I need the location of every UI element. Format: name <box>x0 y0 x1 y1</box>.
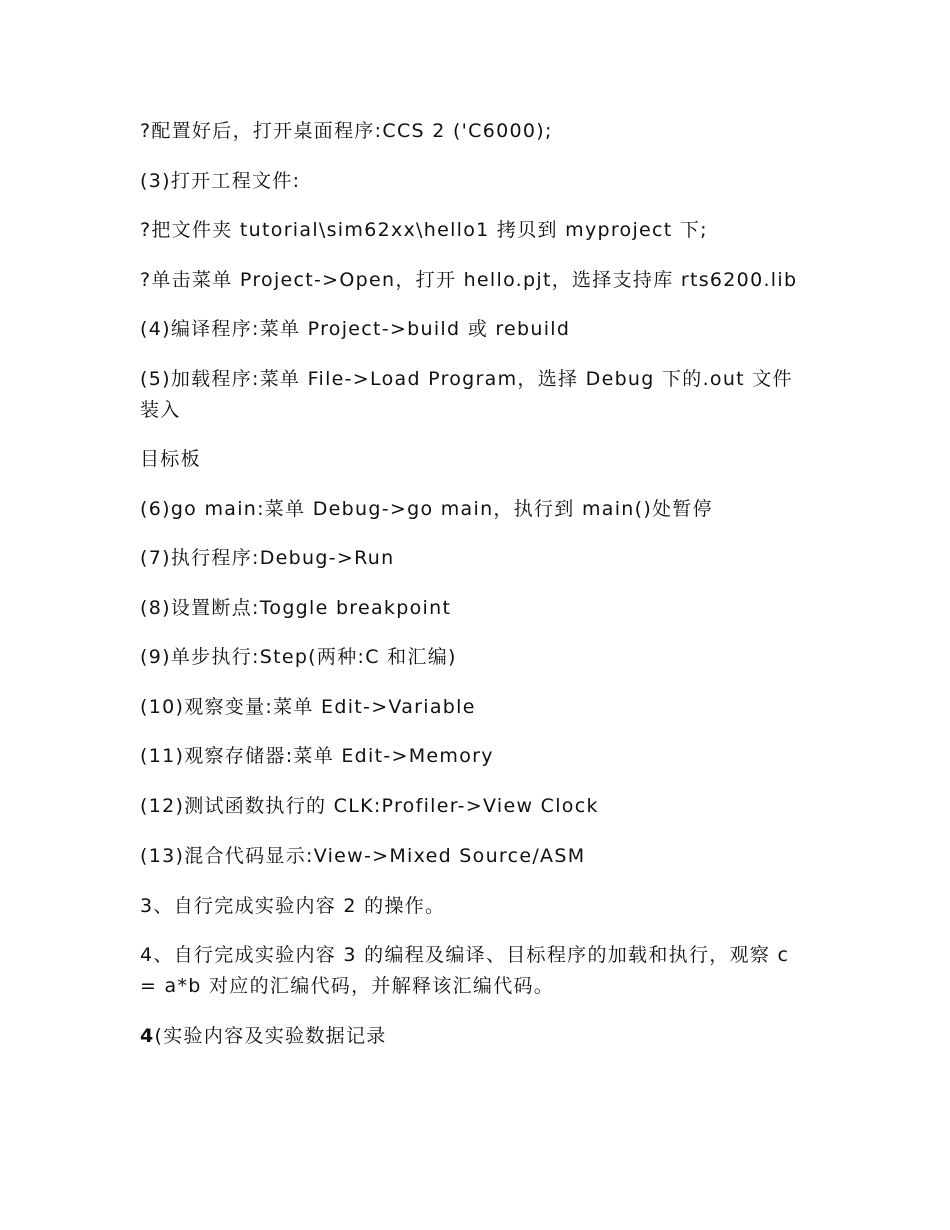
text-line: (8)设置断点:Toggle breakpoint <box>140 597 452 619</box>
text-line: (4)编译程序:菜单 Project->build 或 rebuild <box>140 318 571 340</box>
text-line: 目标板 <box>140 448 201 470</box>
text-paragraph: 4、自行完成实验内容 3 的编程及编译、目标程序的加载和执行，观察 c = a*b 对应的汇编代码，并解释该汇编代码。 <box>140 944 790 997</box>
text-line: ?单击菜单 Project->Open，打开 hello.pjt，选择支持库 rts6200.lib <box>140 269 798 291</box>
text-line: (11)观察存储器:菜单 Edit->Memory <box>140 745 494 767</box>
text-line: ?配置好后，打开桌面程序:CCS 2 ('C6000); <box>140 120 553 142</box>
text-line: 3、自行完成实验内容 2 的操作。 <box>140 895 446 917</box>
text-line: (10)观察变量:菜单 Edit->Variable <box>140 696 476 718</box>
text-line: (6)go main:菜单 Debug->go main，执行到 main()处暂停 <box>140 498 713 520</box>
section-heading-number: 4 <box>140 1025 155 1047</box>
text-line: (3)打开工程文件: <box>140 170 301 192</box>
text-paragraph: (5)加载程序:菜单 File->Load Program，选择 Debug 下的.out 文件装入 <box>140 368 793 421</box>
text-line: (9)单步执行:Step(两种:C 和汇编) <box>140 646 457 668</box>
text-line: (7)执行程序:Debug->Run <box>140 547 395 569</box>
section-heading-text: (实验内容及实验数据记录 <box>154 1025 387 1047</box>
text-line: (12)测试函数执行的 CLK:Profiler->View Clock <box>140 795 599 817</box>
text-line: (13)混合代码显示:View->Mixed Source/ASM <box>140 845 586 867</box>
text-line: ?把文件夹 tutorial\sim62xx\hello1 拷贝到 myproject 下; <box>140 219 708 241</box>
section-heading <box>140 1021 820 1052</box>
